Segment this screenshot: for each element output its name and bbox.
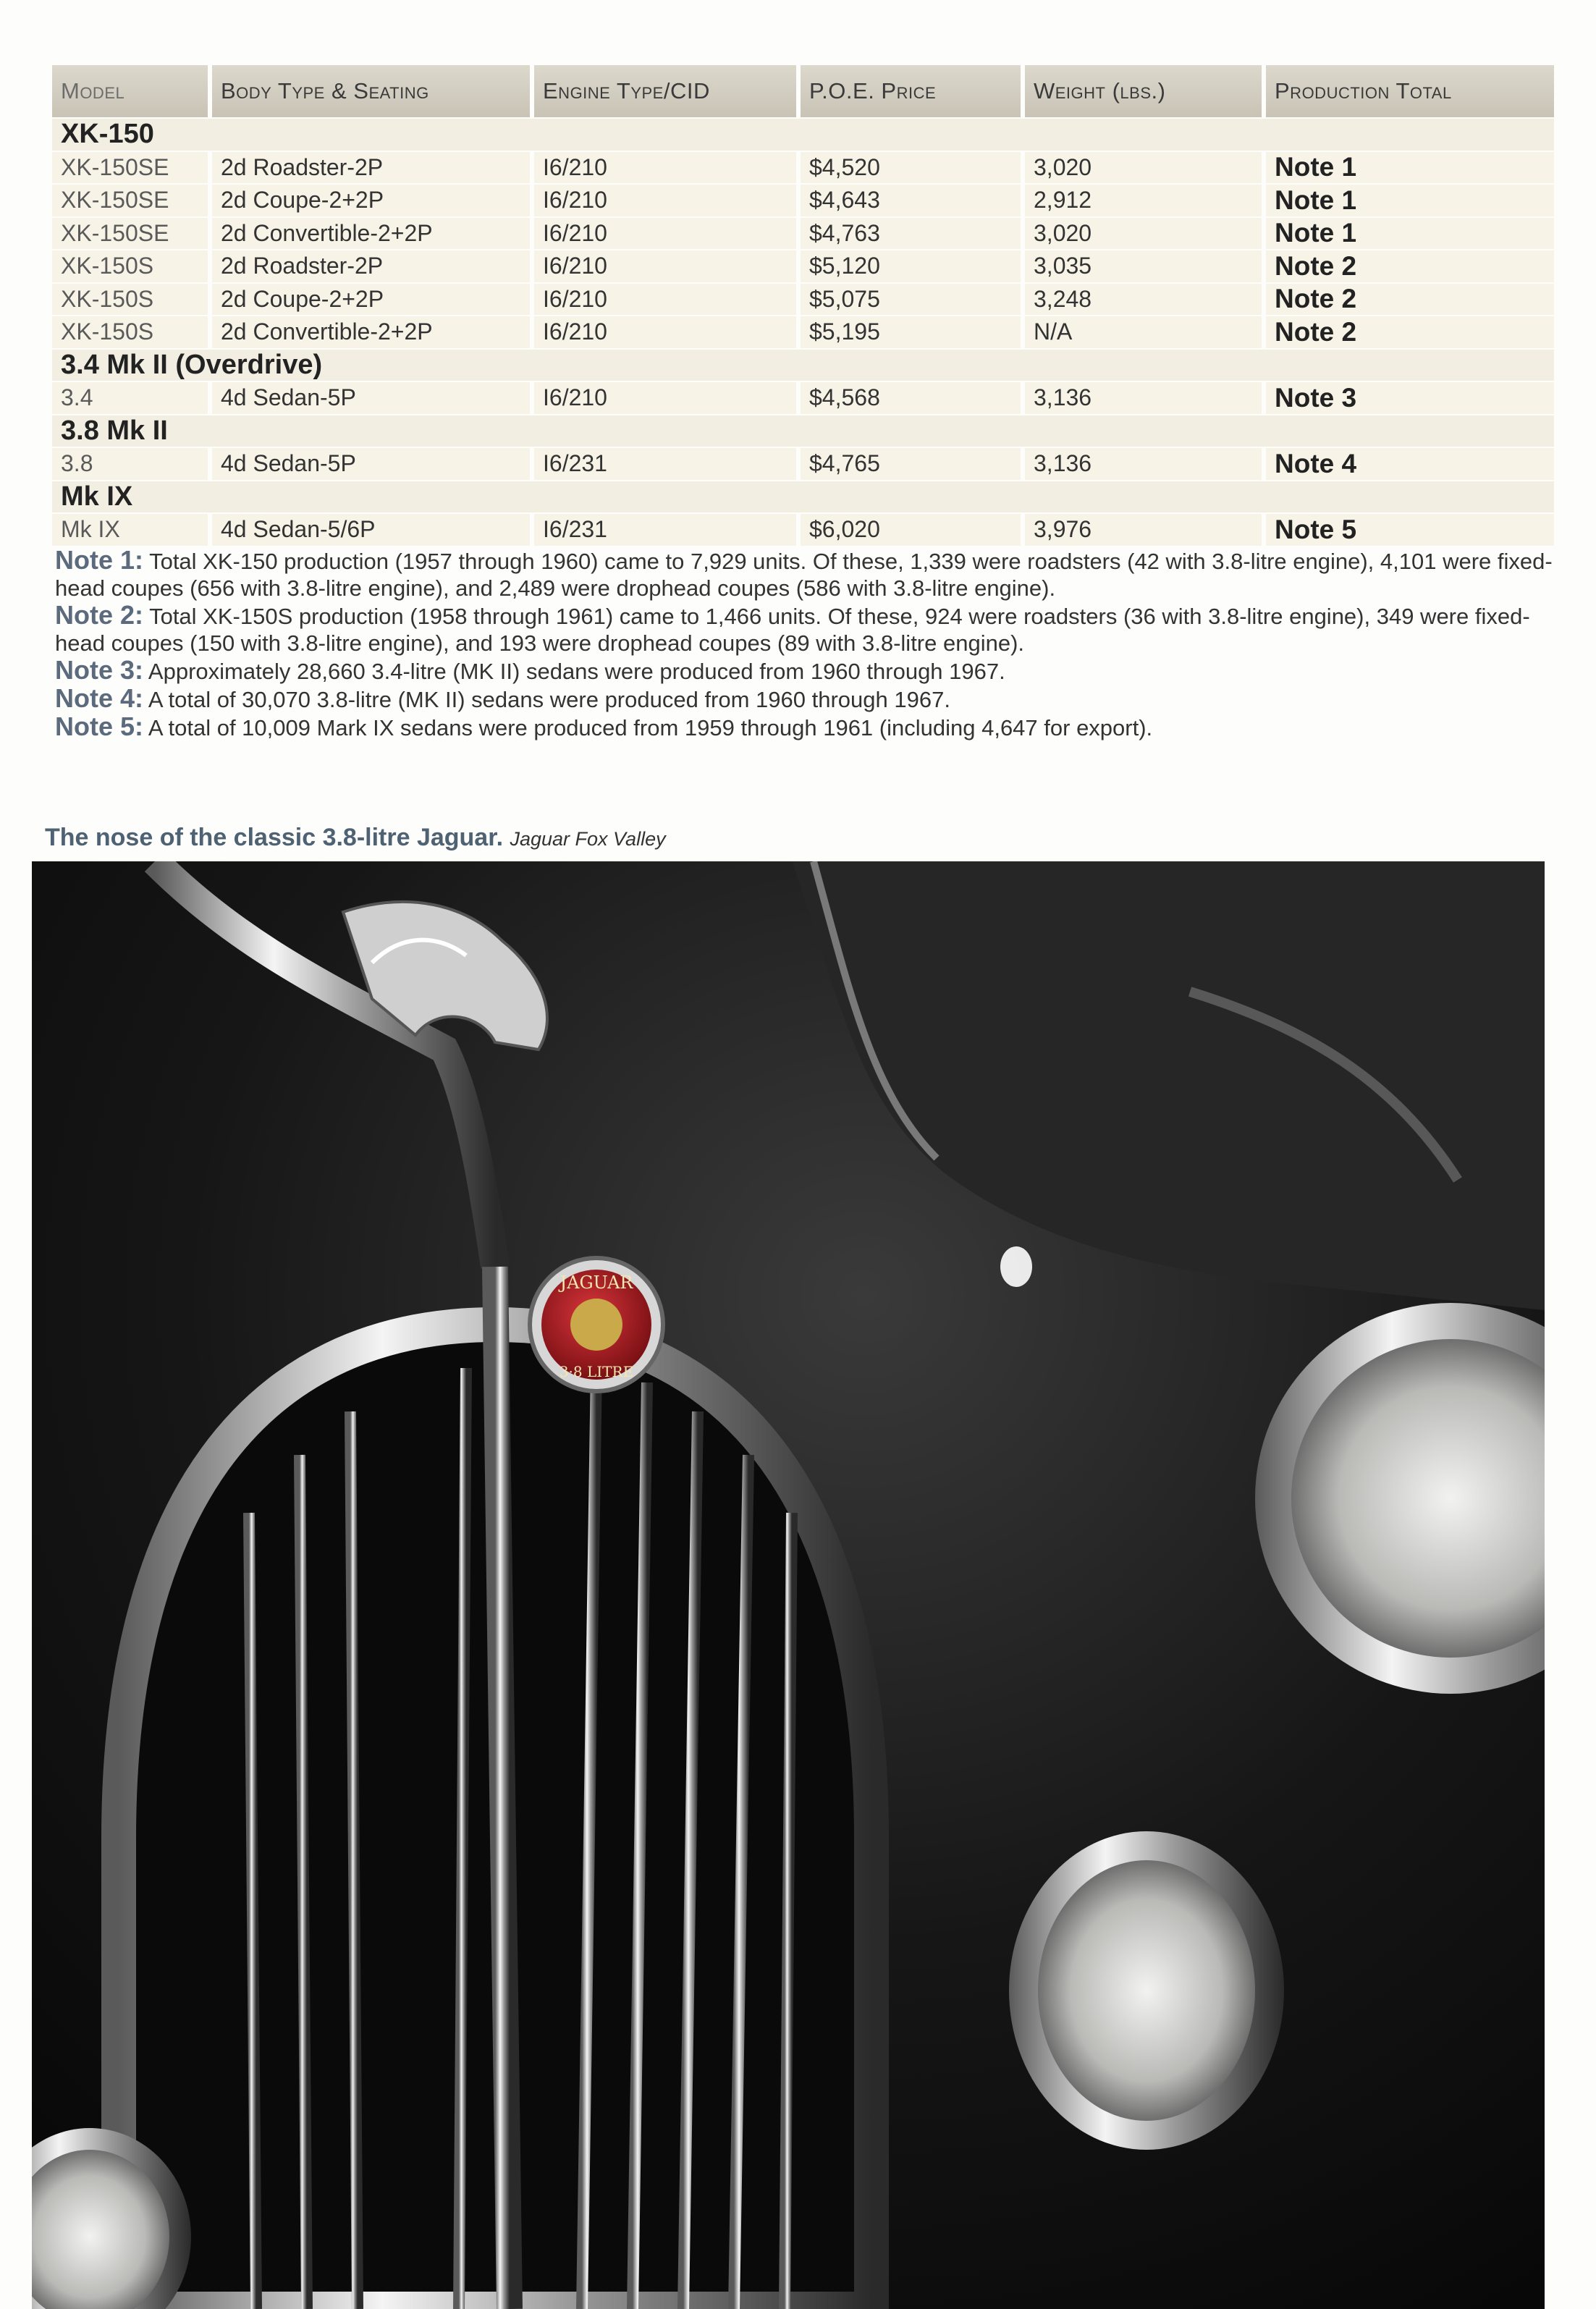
cell-body-type: 4d Sedan-5/6P xyxy=(210,513,532,546)
jaguar-nose-photo xyxy=(32,861,1545,2309)
cell-model: XK-150S xyxy=(52,283,210,316)
note-1 xyxy=(55,546,1553,601)
cell-model: Mk IX xyxy=(52,513,210,546)
cell-engine: I6/231 xyxy=(532,447,798,481)
table-row xyxy=(52,381,1554,415)
cell-engine: I6/210 xyxy=(532,316,798,349)
photo-credit: Jaguar Fox Valley xyxy=(510,828,666,850)
cell-engine: I6/210 xyxy=(532,151,798,185)
col-header-production: Production Total xyxy=(1264,65,1554,118)
cell-price: $4,643 xyxy=(798,184,1023,217)
cell-production: Note 1 xyxy=(1264,151,1554,185)
cell-production: Note 2 xyxy=(1264,316,1554,349)
table-group-row xyxy=(52,349,1554,382)
note-3 xyxy=(55,657,1553,685)
table-group-row xyxy=(52,118,1554,151)
cell-model: 3.8 xyxy=(52,447,210,481)
table-row xyxy=(52,316,1554,349)
cell-price: $4,568 xyxy=(798,381,1023,415)
cell-model: XK-150S xyxy=(52,250,210,283)
note-text: A total of 30,070 3.8-litre (MK II) sedans were produced from 1960 through 1967. xyxy=(148,687,950,712)
fog-lamp xyxy=(1009,1831,1284,2150)
cell-weight: 2,912 xyxy=(1023,184,1264,217)
cell-model: XK-150SE xyxy=(52,184,210,217)
cell-body-type: 2d Roadster-2P xyxy=(210,151,532,185)
table-header-row xyxy=(52,65,1554,118)
cell-price: $5,120 xyxy=(798,250,1023,283)
cell-body-type: 2d Convertible-2+2P xyxy=(210,316,532,349)
cell-price: $4,765 xyxy=(798,447,1023,481)
col-header-price: P.O.E. Price xyxy=(798,65,1023,118)
cell-price: $5,075 xyxy=(798,283,1023,316)
table-row xyxy=(52,184,1554,217)
cell-body-type: 2d Coupe-2+2P xyxy=(210,184,532,217)
cell-body-type: 4d Sedan-5P xyxy=(210,381,532,415)
cell-body-type: 2d Roadster-2P xyxy=(210,250,532,283)
note-2 xyxy=(55,601,1553,657)
cell-price: $4,520 xyxy=(798,151,1023,185)
cell-weight: 3,976 xyxy=(1023,513,1264,546)
table-row xyxy=(52,447,1554,481)
cell-model: XK-150S xyxy=(52,316,210,349)
cell-price: $6,020 xyxy=(798,513,1023,546)
note-text: A total of 10,009 Mark IX sedans were produced from 1959 through 1961 (including 4,647 for export). xyxy=(148,715,1153,740)
cell-engine: I6/210 xyxy=(532,283,798,316)
cell-weight: N/A xyxy=(1023,316,1264,349)
jaguar-front-illustration xyxy=(32,861,1545,2309)
cell-body-type: 2d Convertible-2+2P xyxy=(210,217,532,250)
note-label: Note 5: xyxy=(55,712,144,741)
cell-production: Note 4 xyxy=(1264,447,1554,481)
table-body xyxy=(52,118,1554,546)
cell-weight: 3,136 xyxy=(1023,381,1264,415)
cell-model: XK-150SE xyxy=(52,217,210,250)
cell-weight: 3,035 xyxy=(1023,250,1264,283)
cell-engine: I6/210 xyxy=(532,381,798,415)
cell-production: Note 2 xyxy=(1264,283,1554,316)
badge-size: 3·8 LITRE xyxy=(559,1363,634,1380)
table-row xyxy=(52,250,1554,283)
table-group-row xyxy=(52,415,1554,448)
jaguar-badge xyxy=(530,1258,663,1391)
cell-engine: I6/231 xyxy=(532,513,798,546)
caption-title: The nose of the classic 3.8-litre Jaguar. xyxy=(45,824,504,851)
cell-body-type: 4d Sedan-5P xyxy=(210,447,532,481)
cell-engine: I6/210 xyxy=(532,217,798,250)
cell-production: Note 5 xyxy=(1264,513,1554,546)
table-row xyxy=(52,513,1554,546)
cell-body-type: 2d Coupe-2+2P xyxy=(210,283,532,316)
note-5 xyxy=(55,713,1553,741)
cell-production: Note 1 xyxy=(1264,217,1554,250)
group-label: 3.8 Mk II xyxy=(52,415,1554,448)
cell-weight: 3,020 xyxy=(1023,151,1264,185)
cell-engine: I6/210 xyxy=(532,184,798,217)
note-text: Total XK-150 production (1957 through 1960) came to 7,929 units. Of these, 1,339 were roadsters (42 with 3.8-litre engine), 4,101 were fixed-head coupes (656 with 3.8-litre engine), and 2,489 were drophead coupes (586 with 3.8-litre engine). xyxy=(55,549,1553,601)
cell-price: $4,763 xyxy=(798,217,1023,250)
note-text: Approximately 28,660 3.4-litre (MK II) sedans were produced from 1960 through 1967. xyxy=(148,659,1005,684)
col-header-body-type: Body Type & Seating xyxy=(210,65,532,118)
badge-brand: JAGUAR xyxy=(560,1272,633,1293)
notes-section xyxy=(55,546,1553,741)
col-header-weight: Weight (lbs.) xyxy=(1023,65,1264,118)
cell-engine: I6/210 xyxy=(532,250,798,283)
photo-caption xyxy=(45,824,666,852)
col-header-engine: Engine Type/CID xyxy=(532,65,798,118)
specifications-table xyxy=(52,65,1554,546)
note-4 xyxy=(55,685,1553,713)
cell-production: Note 1 xyxy=(1264,184,1554,217)
table-group-row xyxy=(52,481,1554,514)
table-row xyxy=(52,151,1554,185)
note-label: Note 1: xyxy=(55,545,144,575)
cell-weight: 3,136 xyxy=(1023,447,1264,481)
table-row xyxy=(52,217,1554,250)
cell-weight: 3,248 xyxy=(1023,283,1264,316)
cell-model: 3.4 xyxy=(52,381,210,415)
note-label: Note 2: xyxy=(55,600,144,630)
group-label: XK-150 xyxy=(52,118,1554,151)
note-text: Total XK-150S production (1958 through 1961) came to 1,466 units. Of these, 924 were roadsters (36 with 3.8-litre engine), 349 were fixed-head coupes (150 with 3.8-litre engine), and 193 were drophead coupes (89 with 3.8-litre engine). xyxy=(55,604,1530,656)
group-label: Mk IX xyxy=(52,481,1554,514)
note-label: Note 3: xyxy=(55,655,144,685)
table-row xyxy=(52,283,1554,316)
cell-weight: 3,020 xyxy=(1023,217,1264,250)
group-label: 3.4 Mk II (Overdrive) xyxy=(52,349,1554,382)
cell-production: Note 2 xyxy=(1264,250,1554,283)
col-header-model: Model xyxy=(52,65,210,118)
cell-price: $5,195 xyxy=(798,316,1023,349)
note-label: Note 4: xyxy=(55,683,144,713)
cell-production: Note 3 xyxy=(1264,381,1554,415)
cell-model: XK-150SE xyxy=(52,151,210,185)
